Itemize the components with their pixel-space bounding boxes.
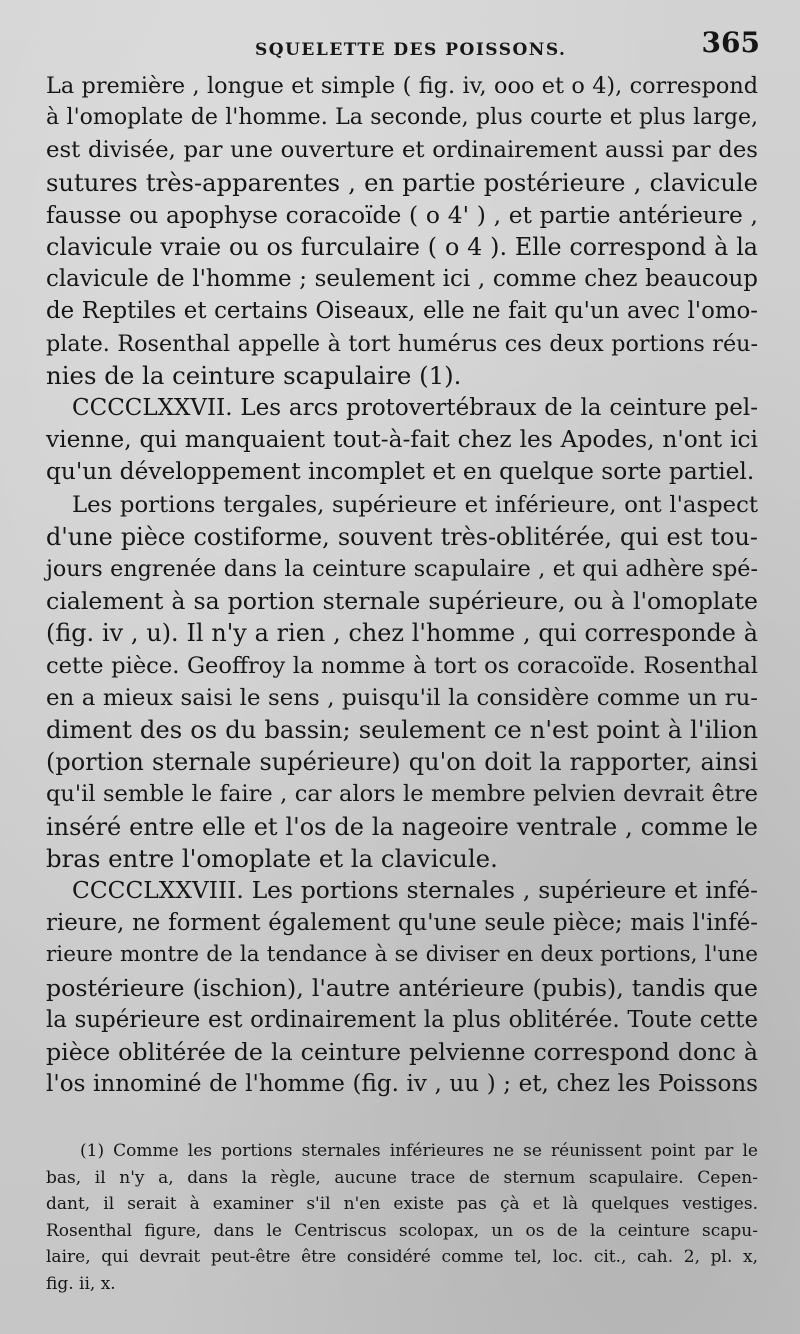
- text-line: en a mieux saisi le sens , puisqu'il la considère comme un ru-: [46, 684, 758, 711]
- text-line: postérieure (ischion), l'autre antérieure (pubis), tandis que: [46, 973, 758, 1002]
- text-line: vienne, qui manquaient tout-à-fait chez les Apodes, n'ont ici: [46, 426, 758, 454]
- text-line: Les portions tergales, supérieure et inférieure, ont l'aspect: [72, 491, 758, 518]
- text-line: cialement à sa portion sternale supérieure, ou à l'omoplate: [46, 587, 758, 616]
- text-line: d'une pièce costiforme, souvent très-oblitérée, qui est tou-: [46, 522, 758, 551]
- text-line: nies de la ceinture scapulaire (1).: [46, 360, 462, 390]
- footnote-line: Rosenthal figure, dans le Centriscus scolopax, un os de la ceinture scapu-: [46, 1220, 758, 1241]
- text-line: cette pièce. Geoffroy la nomme à tort os coracoïde. Rosenthal: [46, 652, 758, 679]
- text-line: diment des os du bassin; seulement ce n'est point à l'ilion: [46, 716, 758, 745]
- text-line: qu'un développement incomplet et en quelque sorte partiel.: [46, 458, 755, 486]
- text-line: La première , longue et simple ( fig. iv, ooo et o 4), correspond: [46, 73, 758, 99]
- text-line: à l'omoplate de l'homme. La seconde, plus courte et plus large,: [46, 105, 758, 131]
- text-line: (fig. iv , u). Il n'y a rien , chez l'homme , qui corresponde à: [46, 619, 758, 648]
- text-line: pièce oblitérée de la ceinture pelvienne correspond donc à: [46, 1038, 758, 1067]
- footnote-line: bas, il n'y a, dans la règle, aucune trace de sternum scapulaire. Cepen-: [46, 1167, 758, 1188]
- text-line: inséré entre elle et l'os de la nageoire ventrale , comme le: [46, 812, 758, 841]
- text-line: rieure, ne forment également qu'une seule pièce; mais l'infé-: [46, 910, 758, 937]
- footnote-line: (1) Comme les portions sternales inférieures ne se réunissent point par le: [80, 1141, 758, 1161]
- text-line: l'os innominé de l'homme (fig. iv , uu ) ; et, chez les Poissons: [46, 1071, 758, 1098]
- text-line: est divisée, par une ouverture et ordinairement aussi par des: [46, 137, 758, 164]
- text-line: bras entre l'omoplate et la clavicule.: [46, 843, 498, 873]
- footnote-line: dant, il serait à examiner s'il n'en existe pas çà et là quelques vestiges.: [46, 1194, 758, 1215]
- text-line: fausse ou apophyse coracoïde ( o 4' ) , et partie antérieure ,: [46, 200, 758, 229]
- text-line: la supérieure est ordinairement la plus oblitérée. Toute cette: [46, 1006, 758, 1033]
- paragraph-heading-line: CCCCLXXVII. Les arcs protovertébraux de la ceinture pel-: [72, 395, 758, 422]
- text-line: (portion sternale supérieure) qu'on doit la rapporter, ainsi: [46, 748, 758, 777]
- page-number: 365: [701, 26, 760, 59]
- footnote: [46, 1138, 758, 1298]
- running-title: SQUELETTE DES POISSONS.: [255, 40, 567, 60]
- text-line: clavicule de l'homme ; seulement ici , comme chez beaucoup: [46, 266, 758, 293]
- text-line: clavicule vraie ou os furculaire ( o 4 ). Elle correspond à la: [46, 233, 758, 262]
- text-line: plate. Rosenthal appelle à tort humérus ces deux portions réu-: [46, 330, 758, 357]
- text-line: sutures très-apparentes , en partie postérieure , clavicule: [46, 168, 758, 197]
- main-text: [46, 70, 758, 1101]
- paragraph-heading-line: CCCCLXXVIII. Les portions sternales , supérieure et infé-: [72, 877, 758, 905]
- text-line: qu'il semble le faire , car alors le membre pelvien devrait être: [46, 781, 758, 808]
- text-line: de Reptiles et certains Oiseaux, elle ne fait qu'un avec l'omo-: [46, 298, 758, 325]
- footnote-line: fig. ii, x.: [46, 1273, 116, 1294]
- text-line: rieure montre de la tendance à se diviser en deux portions, l'une: [46, 942, 758, 968]
- text-line: jours engrenée dans la ceinture scapulaire , et qui adhère spé-: [46, 556, 758, 583]
- footnote-line: laire, qui devrait peut-être être considéré comme tel, loc. cit., cah. 2, pl. x,: [46, 1247, 758, 1268]
